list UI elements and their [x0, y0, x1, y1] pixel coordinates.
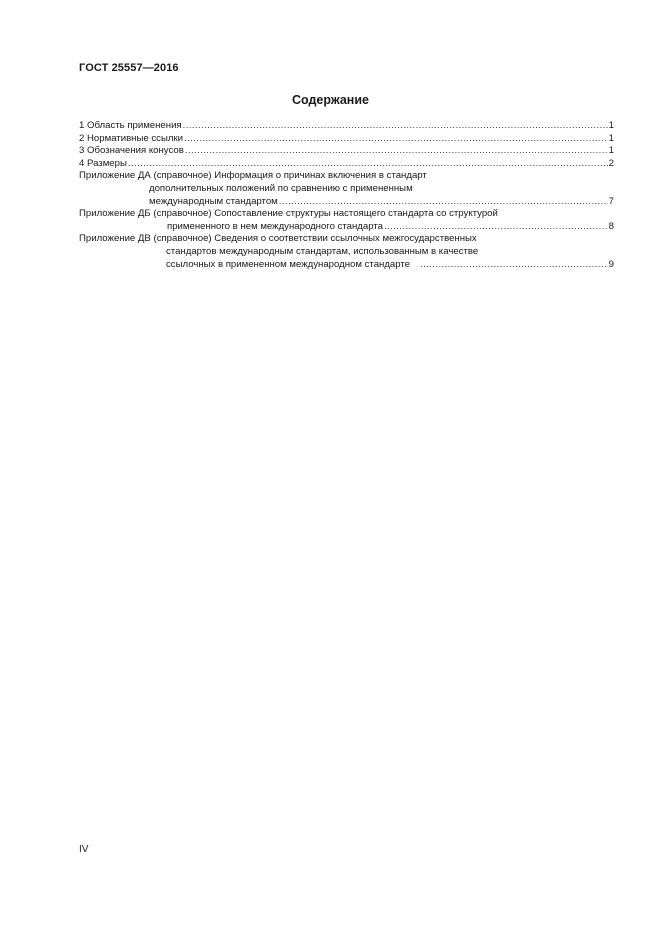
toc-entry-dimensions[interactable] [79, 158, 614, 171]
dot-leader [420, 259, 608, 272]
toc-entry-text-continued: международным стандартом [149, 195, 278, 207]
toc-entry-normative-references[interactable] [79, 133, 614, 146]
toc-page-number: 1 [608, 145, 614, 157]
toc-entry-text: Приложение ДВ (справочное) Сведения о соответствии ссылочных межгосударственных [79, 233, 477, 245]
toc-entry-appendix-db[interactable] [79, 208, 614, 233]
toc-title: Содержание [291, 93, 369, 107]
dot-leader [183, 120, 608, 133]
toc-entry-scope[interactable] [79, 120, 614, 133]
toc-entry-text: Приложение ДА (справочное) Информация о причинах включения в стандарт [79, 170, 427, 182]
page-number-footer: IV [79, 844, 89, 855]
toc-page-number: 1 [608, 132, 614, 144]
dot-leader [384, 221, 608, 234]
table-of-contents [79, 120, 614, 271]
dot-leader [185, 145, 608, 158]
toc-entry-appendix-dv[interactable] [79, 233, 614, 271]
toc-page-number: 1 [608, 120, 614, 131]
toc-entry-text: 1 Область применения [79, 120, 182, 131]
toc-entry-cone-designations[interactable] [79, 145, 614, 158]
toc-entry-text: 4 Размеры [79, 157, 127, 169]
toc-page-number: 7 [608, 195, 614, 207]
dot-leader [184, 133, 608, 146]
toc-entry-text: 2 Нормативные ссылки [79, 132, 184, 144]
document-id-header: ГОСТ 25557—2016 [79, 62, 179, 74]
toc-entry-appendix-da[interactable] [79, 170, 614, 208]
toc-page-number: 8 [608, 220, 614, 232]
toc-page-number: 9 [608, 258, 614, 270]
dot-leader [128, 158, 608, 171]
toc-entry-text-continued: стандартов международным стандартам, использованным в качестве [166, 245, 479, 257]
toc-entry-text: 3 Обозначения конусов [79, 145, 184, 157]
toc-entry-text-continued: примененного в нем международного стандарта [167, 220, 383, 232]
dot-leader [279, 196, 608, 209]
toc-page-number: 2 [608, 157, 614, 169]
toc-entry-text: Приложение ДБ (справочное) Сопоставление структуры настоящего стандарта со структурой [79, 208, 498, 220]
toc-entry-text-continued: дополнительных положений по сравнению с примененным [149, 182, 413, 194]
toc-entry-text-continued: ссылочных в примененном международном стандарте [166, 258, 411, 270]
